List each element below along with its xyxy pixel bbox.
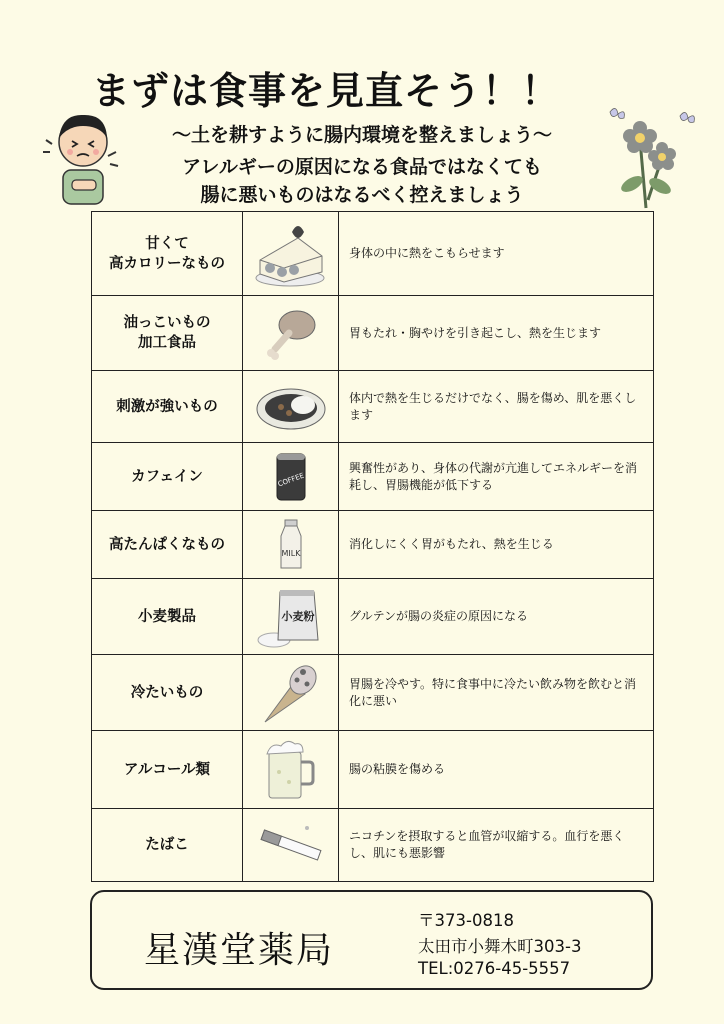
category-cell: たばこ bbox=[92, 809, 243, 882]
category-cell: 小麦製品 bbox=[92, 579, 243, 655]
description-cell: 消化しにくく胃がもたれ、熱を生じる bbox=[339, 511, 654, 579]
subtitle-line-3: 腸に悪いものはなるべく控えましょう bbox=[200, 184, 524, 206]
description-cell: 体内で熱を生じるだけでなく、腸を傷め、肌を悪くします bbox=[339, 371, 654, 443]
subtitle-line-2: アレルギーの原因になる食品ではなくても bbox=[182, 156, 542, 178]
description-cell: ニコチンを摂取すると血管が収縮する。血行を悪くし、肌にも悪影響 bbox=[339, 809, 654, 882]
table-row bbox=[92, 655, 654, 731]
description-cell: 腸の粘膜を傷める bbox=[339, 731, 654, 809]
table-row bbox=[92, 511, 654, 579]
category-cell: 甘くて 高カロリーなもの bbox=[92, 212, 243, 296]
store-info-box bbox=[90, 890, 653, 990]
ice-cream-icon bbox=[259, 660, 323, 726]
coffee-can-icon bbox=[271, 450, 311, 504]
table-row bbox=[92, 809, 654, 882]
postal-code: 〒373-0818 bbox=[418, 911, 514, 930]
cigarette-icon bbox=[255, 820, 327, 870]
table-row bbox=[92, 296, 654, 371]
table-row bbox=[92, 443, 654, 511]
table-row bbox=[92, 371, 654, 443]
table-row bbox=[92, 579, 654, 655]
description-cell: 胃もたれ・胸やけを引き起こし、熱を生じます bbox=[339, 296, 654, 371]
page-title: まずは食事を見直そう！！ bbox=[92, 69, 561, 113]
bottle-label: MILK bbox=[281, 548, 300, 558]
table-row bbox=[92, 731, 654, 809]
category-cell: 油っこいもの 加工食品 bbox=[92, 296, 243, 371]
flower-illustration bbox=[602, 100, 697, 210]
description-cell: 胃腸を冷やす。特に食事中に冷たい飲み物を飲むと消化に悪い bbox=[339, 655, 654, 731]
beer-mug-icon bbox=[263, 738, 319, 802]
description-cell: 身体の中に熱をこもらせます bbox=[339, 212, 654, 296]
description-cell: 興奮性があり、身体の代謝が亢進してエネルギーを消耗し、胃腸機能が低下する bbox=[339, 443, 654, 511]
category-cell: 冷たいもの bbox=[92, 655, 243, 731]
curry-icon bbox=[255, 381, 327, 433]
subtitle-line-1: ～土を耕すように腸内環境を整えましょう～ bbox=[171, 124, 552, 146]
store-address: 太田市小舞木町303-3 bbox=[418, 937, 582, 956]
can-label: COFFEE bbox=[276, 471, 305, 488]
fried-chicken-icon bbox=[261, 303, 321, 363]
milk-bottle-icon bbox=[276, 518, 306, 572]
category-cell: カフェイン bbox=[92, 443, 243, 511]
bag-label: 小麦粉 bbox=[281, 609, 314, 623]
category-cell: 高たんぱくなもの bbox=[92, 511, 243, 579]
category-cell: 刺激が強いもの bbox=[92, 371, 243, 443]
food-table bbox=[91, 211, 654, 882]
description-cell: グルテンが腸の炎症の原因になる bbox=[339, 579, 654, 655]
table-row bbox=[92, 212, 654, 296]
category-cell: アルコール類 bbox=[92, 731, 243, 809]
store-name: 星漢堂薬局 bbox=[144, 930, 335, 971]
store-phone: TEL:0276-45-5557 bbox=[418, 959, 571, 978]
sick-boy-illustration bbox=[38, 100, 128, 210]
flour-bag-icon bbox=[256, 584, 326, 650]
cake-icon bbox=[254, 220, 328, 288]
